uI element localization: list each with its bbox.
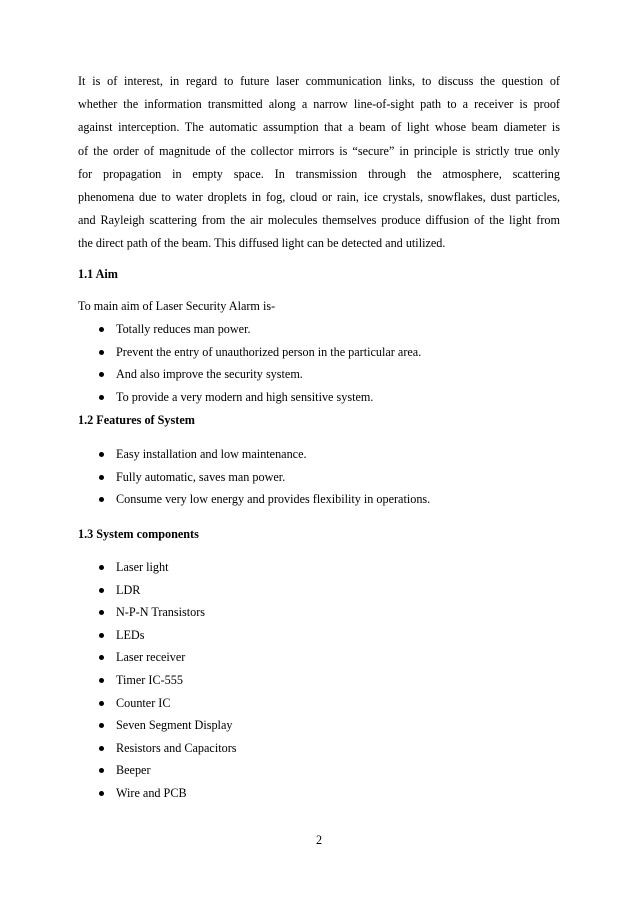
paragraph-line: the direct path of the beam. This diffused light can be detected and utilized. bbox=[78, 236, 446, 251]
list-item-text: Wire and PCB bbox=[116, 785, 187, 800]
intro-paragraph bbox=[78, 70, 560, 256]
list-item-text: LDR bbox=[116, 582, 141, 597]
list-item-text: Laser light bbox=[116, 560, 169, 574]
list-item-text: Beeper bbox=[116, 763, 151, 778]
list-item-text: N-P-N Transistors bbox=[116, 605, 206, 620]
paragraph-line: and Rayleigh scattering from the air molecules themselves produce diffusion of the light from bbox=[78, 213, 560, 228]
list-item-text: To provide a very modern and high sensitive system. bbox=[116, 389, 374, 404]
list-item-text: And also improve the security system. bbox=[116, 367, 303, 382]
list-item-text: Totally reduces man power. bbox=[116, 322, 251, 336]
list-item-text: Easy installation and low maintenance. bbox=[116, 447, 307, 461]
list-item-text: Prevent the entry of unauthorized person in the particular area. bbox=[116, 344, 422, 359]
list-item-text: Counter IC bbox=[116, 695, 171, 710]
section-heading-components: 1.3 System components bbox=[78, 527, 199, 541]
page-number: 2 bbox=[315, 833, 323, 847]
paragraph-line: whether the information transmitted along a narrow line-of-sight path to a receiver is proof bbox=[78, 97, 560, 112]
paragraph-line: for propagation in empty space. In transmission through the atmosphere, scattering bbox=[78, 166, 560, 181]
list-item-text: Consume very low energy and provides flexibility in operations. bbox=[116, 492, 431, 507]
aim-intro: To main aim of Laser Security Alarm is- bbox=[78, 299, 276, 313]
paragraph-line: against interception. The automatic assumption that a beam of light whose beam diameter is bbox=[78, 120, 560, 135]
list-item-text: Fully automatic, saves man power. bbox=[116, 469, 286, 484]
list-item-text: LEDs bbox=[116, 627, 145, 642]
section-heading-features: 1.2 Features of System bbox=[78, 413, 195, 427]
list-item-text: Timer IC-555 bbox=[116, 672, 183, 687]
list-item-text: Laser receiver bbox=[116, 650, 186, 665]
paragraph-line: phenomena due to water droplets in fog, cloud or rain, ice crystals, snowflakes, dust particles, bbox=[78, 189, 560, 204]
list-item-text: Seven Segment Display bbox=[116, 718, 233, 733]
section-heading-aim: 1.1 Aim bbox=[78, 267, 118, 281]
list-item-text: Resistors and Capacitors bbox=[116, 740, 237, 755]
paragraph-line: of the order of magnitude of the collector mirrors is “secure” in principle is strictly true only bbox=[78, 143, 560, 158]
paragraph-line: It is of interest, in regard to future laser communication links, to discuss the question of bbox=[78, 74, 560, 88]
